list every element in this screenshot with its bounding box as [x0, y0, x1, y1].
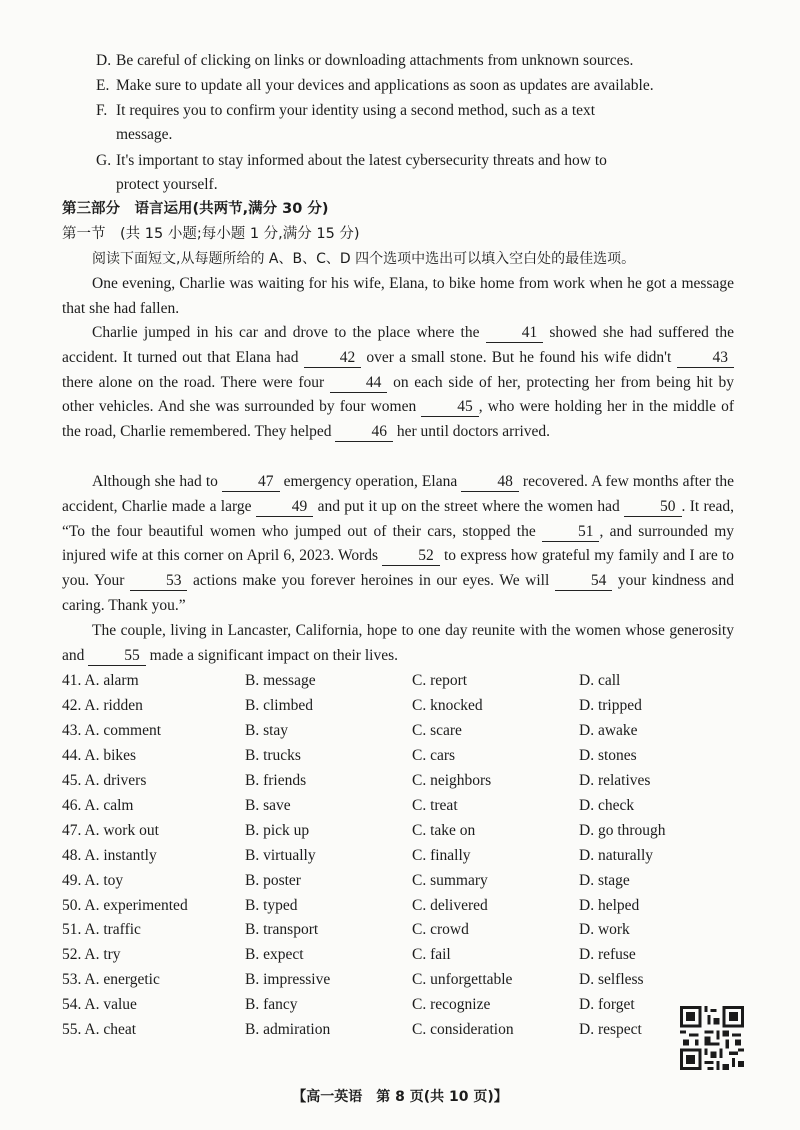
question-row: 51. A. traffic B. transport C. crowd D. work [62, 921, 630, 938]
option-g: G. It's important to stay informed about the latest cybersecurity threats and how to [96, 152, 607, 169]
blank-45: 45 [421, 398, 479, 417]
section1-title: 第一节 (共 15 小题;每小题 1 分,满分 15 分) [62, 226, 360, 242]
question-row: 45. A. drivers B. friends C. neighbors D. relatives [62, 772, 651, 789]
question-row: 52. A. try B. expect C. fail D. refuse [62, 946, 636, 963]
question-row: 50. A. experimented B. typed C. delivered D. helped [62, 897, 640, 914]
blank-41: 41 [486, 324, 544, 343]
instruction: 阅读下面短文,从每题所给的 A、B、C、D 四个选项中选出可以填入空白处的最佳选项。 [92, 251, 636, 267]
part3-title: 第三部分 语言运用(共两节,满分 30 分) [62, 201, 329, 217]
blank-49: 49 [256, 498, 314, 517]
passage-paragraph-4: The couple, living in Lancaster, California, hope to one day reunite with the women whose generosity and 55 made a significant impact on their lives. [62, 622, 734, 664]
question-row: 41. A. alarm B. message C. report D. call [62, 672, 621, 689]
passage-paragraph-1: One evening, Charlie was waiting for his wife, Elana, to bike home from work when he got a message that she had fallen. [62, 275, 734, 317]
passage-paragraph-3: Although she had to 47 emergency operation, Elana 48 recovered. A few months after the accident, Charlie made a large 49 and put it up on the street where the women had 50 . It read, “To the four beautiful women who jumped out of their cars, stopped the 51 , and surrounded my injured wife at this corner on April 6, 2023. Words 52 to express how grateful my family and I are to you. Your 53 actions make you forever heroines in our eyes. We will 54 your kindness and caring. Thank you.” [62, 473, 735, 614]
question-row: 43. A. comment B. stay C. scare D. awake [62, 722, 638, 739]
blank-44: 44 [330, 374, 388, 393]
blank-46: 46 [335, 423, 393, 442]
passage-paragraph-2: Charlie jumped in his car and drove to the place where the 41 showed she had suffered the accident. It turned out that Elana had 42 over a small stone. But he found his wife didn't 43 there alone on the road. There were four 44 on each side of her, protecting her from being hit by other vehicles. And she was surrounded by four women 45 , who were holding her in the middle of the road, Charlie remembered. They helped 46 her until doctors arrived. [62, 324, 735, 441]
question-row: 42. A. ridden B. climbed C. knocked D. tripped [62, 697, 642, 714]
blank-43: 43 [677, 349, 735, 368]
blank-55: 55 [88, 647, 146, 666]
blank-48: 48 [461, 473, 519, 492]
option-f-continued: message. [116, 126, 173, 143]
option-d: D. Be careful of clicking on links or downloading attachments from unknown sources. [96, 52, 634, 69]
question-row: 55. A. cheat B. admiration C. consideration D. respect [62, 1021, 642, 1038]
blank-53: 53 [130, 572, 188, 591]
question-row: 54. A. value B. fancy C. recognize D. forget [62, 996, 635, 1013]
blank-47: 47 [222, 473, 280, 492]
question-row: 53. A. energetic B. impressive C. unforgettable D. selfless [62, 971, 644, 988]
question-row: 44. A. bikes B. trucks C. cars D. stones [62, 747, 637, 764]
question-row: 48. A. instantly B. virtually C. finally D. naturally [62, 847, 654, 864]
question-row: 47. A. work out B. pick up C. take on D. go through [62, 822, 666, 839]
blank-42: 42 [304, 349, 362, 368]
blank-50: 50 [624, 498, 682, 517]
blank-52: 52 [382, 547, 440, 566]
blank-54: 54 [555, 572, 613, 591]
option-e: E. Make sure to update all your devices and applications as soon as updates are available. [96, 77, 654, 94]
page-footer: 【高一英语 第 8 页(共 10 页)】 [292, 1089, 508, 1105]
qr-code-icon [680, 1006, 744, 1070]
option-g-continued: protect yourself. [116, 176, 218, 193]
blank-51: 51 [542, 523, 600, 542]
question-row: 49. A. toy B. poster C. summary D. stage [62, 872, 630, 889]
option-f: F. It requires you to confirm your identity using a second method, such as a text [96, 102, 596, 119]
question-row: 46. A. calm B. save C. treat D. check [62, 797, 635, 814]
